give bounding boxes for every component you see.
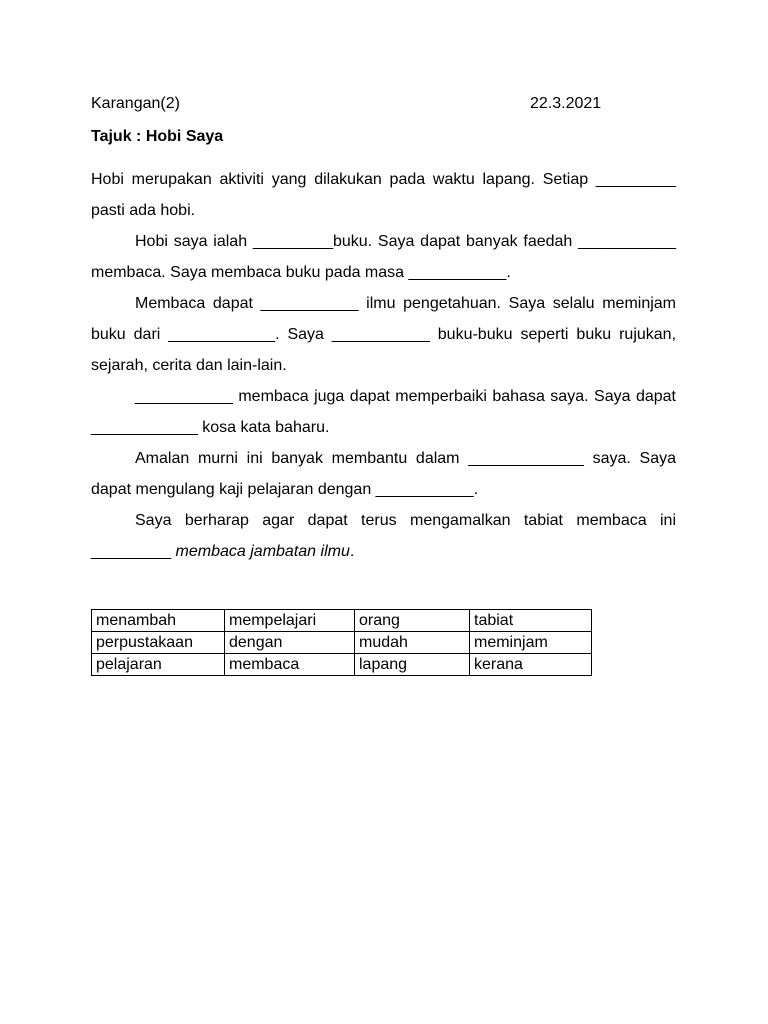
word-bank-table	[91, 609, 592, 676]
paragraph-text: Hobi merupakan aktiviti yang dilakukan pada waktu lapang. Setiap	[91, 171, 596, 188]
table-cell: menambah	[92, 610, 225, 632]
fill-in-blank: ___________	[408, 264, 507, 281]
table-cell: lapang	[355, 654, 470, 676]
paragraph-text: Hobi saya ialah	[135, 233, 253, 250]
table-row	[92, 610, 592, 632]
date-label: 22.3.2021	[530, 95, 602, 112]
paragraph-1	[91, 164, 676, 226]
table-row	[92, 654, 592, 676]
table-row	[92, 632, 592, 654]
table-cell: orang	[355, 610, 470, 632]
essay-number-label: Karangan(2)	[91, 95, 180, 112]
paragraph-text: membaca juga dapat memperbaiki bahasa saya. Saya dapat	[232, 388, 676, 405]
paragraph-5	[91, 443, 676, 505]
fill-in-blank: _________	[595, 171, 676, 188]
table-cell: dengan	[225, 632, 355, 654]
worksheet-header	[91, 94, 611, 114]
fill-in-blank: ____________	[168, 326, 276, 343]
essay-topic-heading: Tajuk : Hobi Saya	[91, 128, 224, 145]
fill-in-blank: ___________	[260, 295, 359, 312]
fill-in-blank: ___________	[135, 388, 233, 405]
table-cell: perpustakaan	[92, 632, 225, 654]
paragraph-3	[91, 288, 676, 381]
paragraph-text: saya. Saya dapat mengulang kaji pelajaran dengan	[91, 450, 676, 498]
table-cell: mempelajari	[225, 610, 355, 632]
fill-in-blank: _________	[252, 233, 333, 250]
paragraph-2	[91, 226, 676, 288]
paragraph-text: . Saya	[275, 326, 332, 343]
essay-body	[91, 164, 676, 567]
paragraph-text: Membaca dapat	[135, 295, 261, 312]
table-cell: meminjam	[470, 632, 592, 654]
fill-in-blank: ___________	[578, 233, 677, 250]
paragraph-text: buku. Saya dapat banyak faedah	[332, 233, 579, 250]
paragraph-text: Amalan murni ini banyak membantu dalam	[135, 450, 469, 467]
table-cell: tabiat	[470, 610, 592, 632]
paragraph-text: buku-buku seperti buku rujukan, sejarah, cerita dan lain-lain.	[91, 326, 677, 374]
fill-in-blank: ___________	[331, 326, 430, 343]
paragraph-text: membaca. Saya membaca buku pada masa	[91, 264, 409, 281]
paragraph-text: .	[349, 543, 355, 560]
table-cell: mudah	[355, 632, 470, 654]
paragraph-text: .	[473, 481, 479, 498]
paragraph-text: .	[506, 264, 511, 281]
paragraph-text: kosa kata baharu.	[197, 419, 330, 436]
proverb-italic-text: membaca jambatan ilmu	[175, 543, 350, 560]
paragraph-text: pasti ada hobi.	[91, 202, 196, 219]
paragraph-text: ilmu pengetahuan. Saya selalu meminjam buku dari	[91, 295, 676, 343]
fill-in-blank: ____________	[91, 419, 198, 436]
table-cell: pelajaran	[92, 654, 225, 676]
table-cell: membaca	[225, 654, 355, 676]
fill-in-blank: ___________	[375, 481, 474, 498]
paragraph-4	[91, 381, 676, 443]
paragraph-text: Saya berharap agar dapat terus mengamalkan tabiat membaca ini	[135, 512, 676, 529]
fill-in-blank: _________	[91, 543, 172, 560]
table-cell: kerana	[470, 654, 592, 676]
fill-in-blank: _____________	[468, 450, 584, 467]
paragraph-6	[91, 505, 676, 567]
